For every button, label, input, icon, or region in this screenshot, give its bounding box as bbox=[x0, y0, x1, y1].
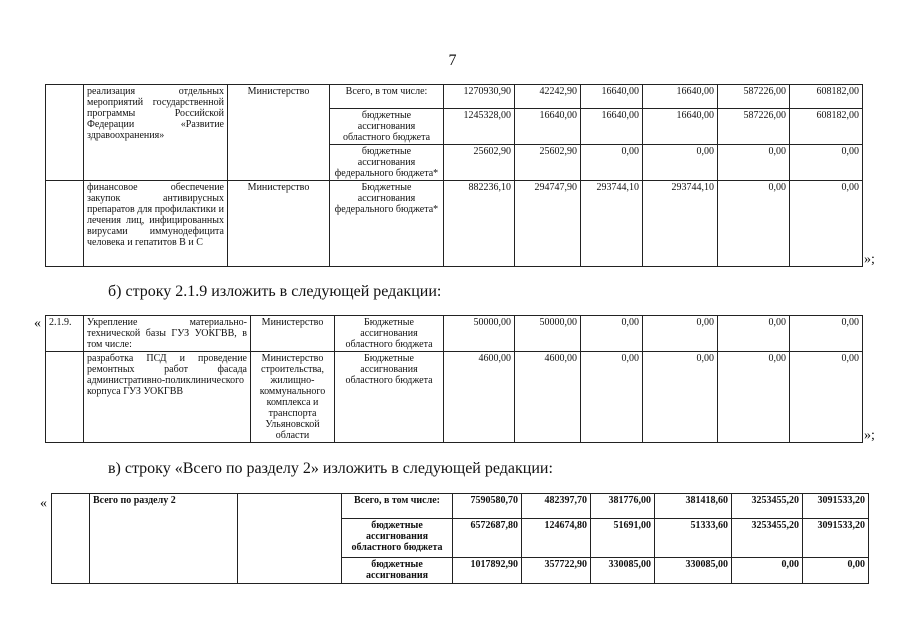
value-cell: 0,00 bbox=[718, 352, 790, 443]
value-cell: 16640,00 bbox=[581, 85, 643, 109]
value-cell: 16640,00 bbox=[515, 109, 581, 145]
value-cell: 124674,80 bbox=[522, 519, 591, 558]
source-cell: Бюджетные ассигнования федерального бюджета* bbox=[330, 181, 444, 267]
value-cell: 293744,10 bbox=[643, 181, 718, 267]
value-cell: 0,00 bbox=[643, 316, 718, 352]
closing-quote: »; bbox=[864, 252, 875, 267]
row-number-cell bbox=[46, 85, 84, 181]
opening-quote: « bbox=[34, 316, 41, 331]
value-cell: 16640,00 bbox=[643, 109, 718, 145]
instruction-paragraph: в) строку «Всего по разделу 2» изложить в следующей редакции: bbox=[108, 460, 553, 477]
value-cell: 882236,10 bbox=[444, 181, 515, 267]
value-cell: 381776,00 bbox=[591, 494, 655, 519]
value-cell: 4600,00 bbox=[444, 352, 515, 443]
source-cell: бюджетные ассигнования федерального бюджета* bbox=[330, 145, 444, 181]
value-cell: 0,00 bbox=[718, 316, 790, 352]
table-row bbox=[46, 316, 863, 352]
value-cell: 0,00 bbox=[718, 145, 790, 181]
row-number-cell bbox=[46, 352, 84, 443]
value-cell: 4600,00 bbox=[515, 352, 581, 443]
table-row bbox=[52, 494, 869, 519]
event-name-cell: Всего по разделу 2 bbox=[90, 494, 238, 584]
executor-cell: Министерство строительства, жилищно-коммунального комплекса и транспорта Ульяновской области bbox=[251, 352, 335, 443]
value-cell: 608182,00 bbox=[790, 85, 863, 109]
value-cell: 0,00 bbox=[581, 316, 643, 352]
row-number-cell bbox=[52, 494, 90, 584]
source-cell: бюджетные ассигнования областного бюджета bbox=[330, 109, 444, 145]
value-cell: 587226,00 bbox=[718, 85, 790, 109]
value-cell: 0,00 bbox=[803, 558, 869, 584]
value-cell: 0,00 bbox=[790, 316, 863, 352]
value-cell: 0,00 bbox=[790, 181, 863, 267]
value-cell: 294747,90 bbox=[515, 181, 581, 267]
value-cell: 381418,60 bbox=[655, 494, 732, 519]
value-cell: 0,00 bbox=[718, 181, 790, 267]
value-cell: 293744,10 bbox=[581, 181, 643, 267]
value-cell: 3091533,20 bbox=[803, 519, 869, 558]
table-continuation bbox=[45, 84, 863, 267]
event-name-cell: финансовое обеспечение закупок антивирусных препаратов для профилактики и лечения лиц, инфицированных вирусами иммунодефицита человека и гепатитов В и С bbox=[84, 181, 228, 267]
value-cell: 1017892,90 bbox=[453, 558, 522, 584]
value-cell: 0,00 bbox=[643, 145, 718, 181]
value-cell: 330085,00 bbox=[591, 558, 655, 584]
source-cell: Бюджетные ассигнования областного бюджета bbox=[335, 352, 444, 443]
source-cell: Бюджетные ассигнования областного бюджета bbox=[335, 316, 444, 352]
value-cell: 25602,90 bbox=[515, 145, 581, 181]
value-cell: 0,00 bbox=[581, 145, 643, 181]
value-cell: 16640,00 bbox=[581, 109, 643, 145]
value-cell: 3253455,20 bbox=[732, 519, 803, 558]
source-cell: Всего, в том числе: bbox=[330, 85, 444, 109]
value-cell: 7590580,70 bbox=[453, 494, 522, 519]
source-cell: бюджетные ассигнования областного бюджета bbox=[342, 519, 453, 558]
value-cell: 50000,00 bbox=[515, 316, 581, 352]
event-name-cell: разработка ПСД и проведение ремонтных работ фасада административно-поликлинического корпуса ГУЗ УОКГВВ bbox=[84, 352, 251, 443]
table-row bbox=[46, 181, 863, 267]
event-name-cell: реализация отдельных мероприятий государственной программы Российской Федерации «Развитие здравоохранения» bbox=[84, 85, 228, 181]
value-cell: 0,00 bbox=[581, 352, 643, 443]
value-cell: 0,00 bbox=[790, 352, 863, 443]
value-cell: 608182,00 bbox=[790, 109, 863, 145]
table-row-2-1-9 bbox=[45, 315, 863, 443]
value-cell: 587226,00 bbox=[718, 109, 790, 145]
value-cell: 51691,00 bbox=[591, 519, 655, 558]
value-cell: 0,00 bbox=[732, 558, 803, 584]
value-cell: 1245328,00 bbox=[444, 109, 515, 145]
row-number-cell: 2.1.9. bbox=[46, 316, 84, 352]
value-cell: 0,00 bbox=[790, 145, 863, 181]
value-cell: 6572687,80 bbox=[453, 519, 522, 558]
executor-cell: Министерство bbox=[251, 316, 335, 352]
closing-quote: »; bbox=[864, 428, 875, 443]
event-name-cell: Укрепление материально-технической базы ГУЗ УОКГВВ, в том числе: bbox=[84, 316, 251, 352]
value-cell: 3253455,20 bbox=[732, 494, 803, 519]
value-cell: 3091533,20 bbox=[803, 494, 869, 519]
value-cell: 51333,60 bbox=[655, 519, 732, 558]
value-cell: 1270930,90 bbox=[444, 85, 515, 109]
opening-quote: « bbox=[40, 496, 47, 511]
value-cell: 50000,00 bbox=[444, 316, 515, 352]
executor-cell bbox=[238, 494, 342, 584]
value-cell: 42242,90 bbox=[515, 85, 581, 109]
table-row bbox=[46, 85, 863, 109]
value-cell: 25602,90 bbox=[444, 145, 515, 181]
value-cell: 357722,90 bbox=[522, 558, 591, 584]
source-cell: бюджетные ассигнования bbox=[342, 558, 453, 584]
value-cell: 330085,00 bbox=[655, 558, 732, 584]
row-number-cell bbox=[46, 181, 84, 267]
executor-cell: Министерство bbox=[228, 85, 330, 181]
instruction-paragraph: б) строку 2.1.9 изложить в следующей редакции: bbox=[108, 283, 442, 300]
value-cell: 0,00 bbox=[643, 352, 718, 443]
source-cell: Всего, в том числе: bbox=[342, 494, 453, 519]
table-section-total bbox=[51, 493, 869, 584]
page-number: 7 bbox=[448, 52, 457, 69]
value-cell: 16640,00 bbox=[643, 85, 718, 109]
executor-cell: Министерство bbox=[228, 181, 330, 267]
value-cell: 482397,70 bbox=[522, 494, 591, 519]
table-row bbox=[46, 352, 863, 443]
